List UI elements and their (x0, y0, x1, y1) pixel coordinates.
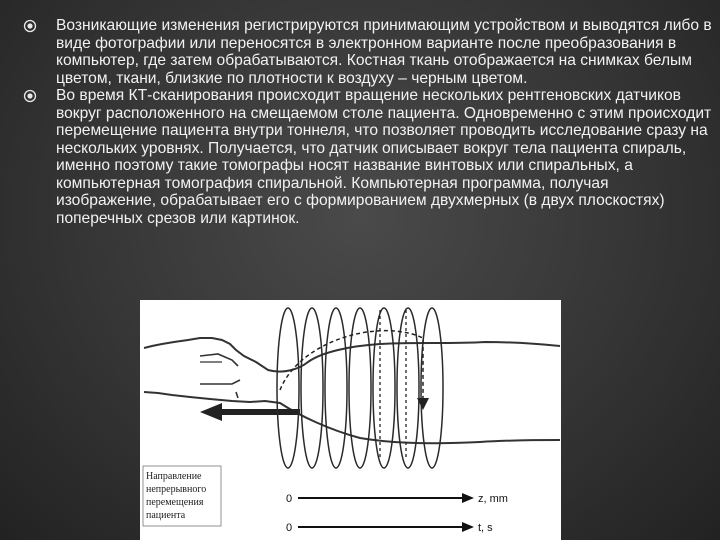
caption-line-3: перемещения (146, 497, 204, 508)
bullet-text: Возникающие изменения регистрируются принимающим устройством и выводятся либо в виде фотографии или переносятся в электронном варианте после преобразования в компьютер, где затем обрабатываются. Костная ткань отображается на снимках белым цветом, ткани, близкие по плотности к воздуху – черным цветом. (56, 17, 712, 87)
t-axis (286, 522, 493, 534)
caption-line-4: пациента (146, 510, 186, 521)
caption-box (143, 466, 221, 526)
caption-line-2: непрерывного (146, 484, 207, 495)
t-axis-label: t, s (478, 522, 493, 534)
z-axis-label: z, mm (478, 493, 508, 505)
caption-line-1: Направление (146, 471, 202, 482)
spiral-ct-illustration (140, 300, 561, 540)
circled-dot-bullet-icon (22, 17, 38, 34)
spiral-ct-diagram (140, 300, 561, 540)
z-axis-origin: 0 (286, 493, 293, 505)
t-axis-origin: 0 (286, 522, 293, 534)
patient-body-outline-bottom (144, 392, 560, 443)
z-axis (286, 493, 508, 505)
bullet-list (22, 17, 712, 227)
bullet-item-2 (22, 87, 712, 227)
bullet-text: Во время КТ-сканирования происходит вращение нескольких рентгеновских датчиков вокруг расположенного на смещаемом столе пациента. Одновременно с этим происходит перемещение пациента внутри тоннеля, что позволяет проводить исследование сразу на нескольких уровнях. Получается, что датчик описывает вокруг тела пациента спираль, именно поэтому такие томографы носят название винтовых или спиральных, а компьютерная томография спиральной. Компьютерная программа, получая изображение, обрабатывает его с формированием двухмерных (в двух плоскостях) поперечных срезов или картинок. (56, 87, 712, 227)
circled-dot-bullet-icon (22, 87, 38, 104)
bullet-item-1 (22, 17, 712, 87)
